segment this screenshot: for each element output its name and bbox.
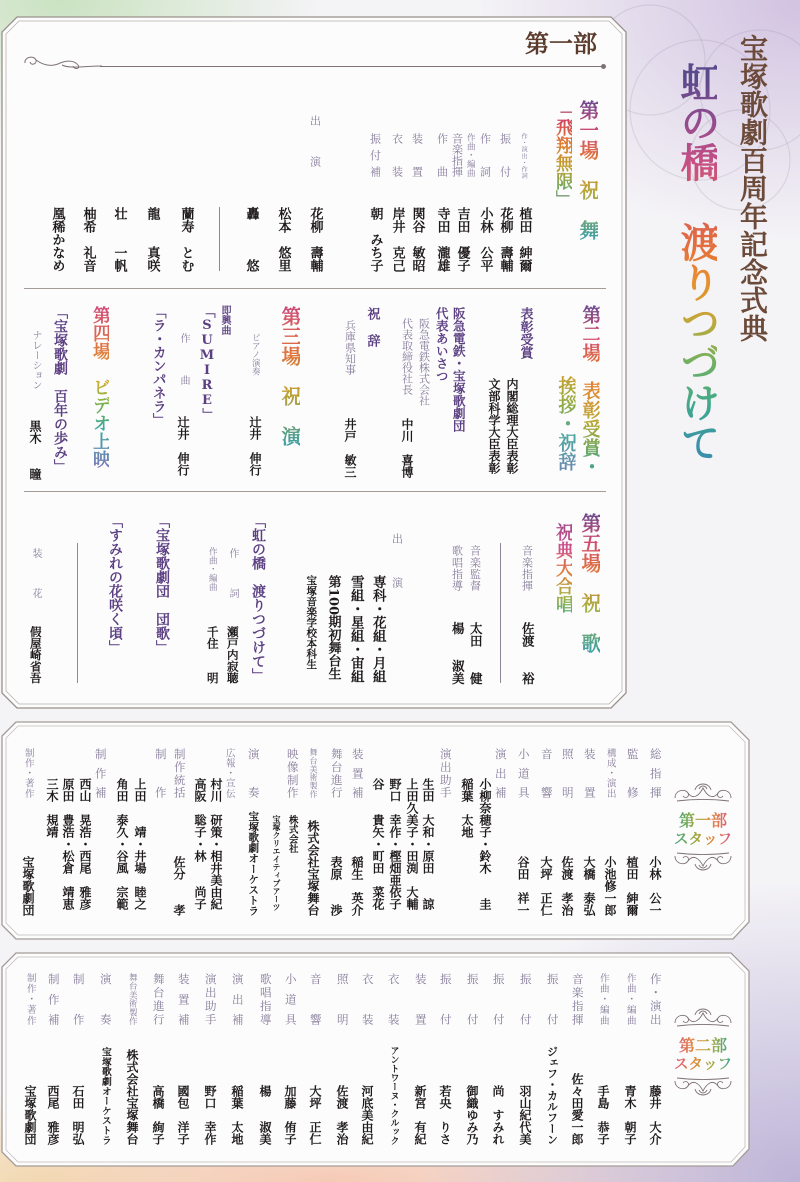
credit-role: 振付補 bbox=[368, 133, 382, 177]
staff-role: 演出助手 bbox=[203, 973, 218, 1025]
staff-name: 稲葉 太地 bbox=[460, 778, 474, 838]
staff-role: 映像制作 bbox=[285, 748, 300, 798]
piece1-prefix: 即興曲 bbox=[219, 305, 230, 335]
staff-role: 衣装 bbox=[386, 973, 401, 1025]
staff-name: 石田 明弘 bbox=[71, 1085, 85, 1145]
staff-role: 総指揮 bbox=[648, 748, 663, 798]
staff-role: 振付 bbox=[545, 973, 560, 1025]
scene2-heading-continued: 挨拶・祝辞 bbox=[555, 376, 578, 471]
part1-title: 第一部 bbox=[525, 29, 597, 58]
staff-name: 株式会社 bbox=[286, 815, 298, 853]
staff-role: 作曲・編曲 bbox=[624, 973, 636, 1025]
staff-name: 宝塚歌劇団 bbox=[23, 1085, 37, 1145]
flowers-role: 装花 bbox=[30, 548, 41, 598]
staff-role: 制作統括 bbox=[172, 748, 187, 798]
staff-role: 制作・著作 bbox=[22, 748, 34, 798]
staff-name: 大坪 正仁 bbox=[308, 1085, 322, 1145]
credit-role: 作詞 bbox=[478, 133, 492, 177]
staff-role: 舞台美術製作 bbox=[309, 748, 318, 798]
staff-name: 佐渡 孝治 bbox=[560, 856, 574, 916]
credit-name: 関谷 敏昭 bbox=[409, 207, 425, 272]
greeting-role: 阪急電鉄株式会社 bbox=[417, 318, 431, 406]
staff-role: 舞台美術製作 bbox=[127, 973, 138, 1025]
staff-name: 谷 貴矢・町田 菜花 bbox=[371, 778, 385, 910]
staff1-emblem-title: 第一部 bbox=[671, 811, 735, 831]
credit-role: 衣装 bbox=[390, 133, 404, 177]
cast-label: 出演 bbox=[390, 533, 404, 588]
flourish-ornament-icon bbox=[673, 1075, 733, 1099]
staff-role: 歌唱指導 bbox=[258, 973, 273, 1025]
award-line: 内閣総理大臣表彰 bbox=[505, 378, 519, 474]
row-divider bbox=[24, 288, 606, 289]
staff-role: 舞台進行 bbox=[151, 973, 166, 1025]
staff-name: 上田久美子・田渕 大輔 bbox=[405, 778, 419, 910]
staff2-emblem-subtitle: スタッフ bbox=[671, 1056, 735, 1074]
song-credit-name: 千住 明 bbox=[205, 626, 220, 684]
credit-name: 太田 健 bbox=[468, 622, 484, 685]
credit-role: 装置 bbox=[410, 133, 424, 177]
staff-role: 広報・宣伝 bbox=[223, 748, 235, 798]
staff1-emblem bbox=[671, 780, 735, 874]
staff-name: 加藤 侑子 bbox=[283, 1085, 297, 1145]
staff-role: 制作・著作 bbox=[24, 973, 36, 1025]
credit-role: 音楽指揮 bbox=[450, 133, 464, 177]
staff-name: 藤井 大介 bbox=[648, 1085, 662, 1145]
credit-name: 小林 公平 bbox=[477, 207, 493, 272]
staff-name: 羽山紀代美 bbox=[518, 1085, 532, 1145]
staff-role: 制作 bbox=[71, 973, 86, 1025]
staff-name: 野口 幸作・樫畑亜依子 bbox=[388, 778, 402, 910]
staff-role: 装置補 bbox=[350, 748, 365, 798]
song-credit-role: 作詞 bbox=[227, 548, 238, 598]
staff-name: 株式会社宝塚舞台 bbox=[125, 1049, 139, 1145]
staff-role: 振付 bbox=[438, 973, 453, 1025]
award-line: 文部科学大臣表彰 bbox=[487, 378, 501, 474]
staff-role: 小道具 bbox=[283, 973, 298, 1025]
credit-role: 音楽指揮 bbox=[520, 545, 534, 591]
staff-name: 三木 規靖 bbox=[45, 778, 59, 838]
staff-name: ジェフ・カルフーン bbox=[545, 1046, 559, 1145]
cast-group: 専科・花組・月組 bbox=[369, 575, 386, 683]
credit-name: 花柳 壽輔 bbox=[497, 207, 513, 272]
staff-name: 株式会社宝塚舞台 bbox=[306, 820, 320, 916]
cast-group: 雪組・星組・宙組 bbox=[347, 575, 364, 683]
staff-role: 演奏 bbox=[98, 973, 113, 1025]
staff-role: 演奏 bbox=[246, 748, 261, 798]
staff-name: 宝塚歌劇オーケストラ bbox=[247, 811, 260, 916]
staff-role: 振付 bbox=[465, 973, 480, 1025]
narrator-name: 黒木 瞳 bbox=[28, 420, 42, 480]
staff-role: 衣装 bbox=[360, 973, 375, 1025]
staff-name: 宝塚クリエイティブアーツ bbox=[272, 815, 282, 911]
staff-name: 小池修一郎 bbox=[603, 856, 617, 916]
performer-role: ピアノ演奏 bbox=[250, 333, 261, 376]
staff-role: 振付 bbox=[491, 973, 506, 1025]
cast-group: 宝塚音楽学校本科生 bbox=[305, 575, 318, 670]
staff-role: 監修 bbox=[625, 748, 640, 798]
staff-role: 演出補 bbox=[230, 973, 245, 1025]
staff-name: 新宮 有紀 bbox=[413, 1085, 427, 1145]
staff-name: 若央 りさ bbox=[438, 1085, 452, 1145]
staff-role: 作・演出 bbox=[648, 973, 663, 1025]
congrats-name: 井戸 敏三 bbox=[343, 418, 357, 478]
staff-name: 楊 淑美 bbox=[258, 1085, 272, 1145]
greeting-title-line2: 代表あいさつ bbox=[434, 307, 450, 382]
staff-name: 手島 恭子 bbox=[596, 1085, 610, 1145]
cast-group: 第100期初舞台生 bbox=[325, 575, 341, 681]
cast-name: 轟 悠 bbox=[243, 207, 259, 272]
narration-role: ナレーション bbox=[30, 330, 41, 390]
scene5-heading: 第五場 祝 歌 bbox=[578, 513, 602, 653]
staff-role: 舞台進行 bbox=[329, 748, 344, 798]
staff-name: 河底美由紀 bbox=[360, 1085, 374, 1145]
staff-role: 音響 bbox=[308, 973, 323, 1025]
flourish-ornament-icon bbox=[673, 780, 733, 804]
staff-name: 野口 幸作 bbox=[203, 1085, 217, 1145]
staff-name: 國包 洋子 bbox=[176, 1085, 190, 1145]
flourish-ornament-icon bbox=[673, 1005, 733, 1029]
cast-name: 龍 真咲 bbox=[144, 207, 160, 272]
credit-role: 歌唱指導 bbox=[450, 545, 464, 591]
staff-name: アントワーヌ・クルック bbox=[388, 1046, 399, 1145]
staff-role: 音響 bbox=[539, 748, 554, 798]
staff-role: 作曲・編曲 bbox=[597, 973, 609, 1025]
main-title: 虹の橋 渡りつづけて bbox=[674, 62, 721, 462]
cast-name: 壮 一帆 bbox=[111, 207, 127, 272]
piece1-role: 作曲 bbox=[178, 333, 189, 385]
flourish-ornament-icon bbox=[673, 850, 733, 874]
credit-role: 音楽監督 bbox=[468, 545, 482, 591]
song-title: 「宝塚歌劇団 団歌」 bbox=[154, 514, 170, 654]
staff-name: 佐分 孝 bbox=[172, 856, 186, 916]
greeting-name: 中川 喜博 bbox=[400, 418, 414, 478]
film-title: 「宝塚歌劇 百年の歩み」 bbox=[52, 305, 68, 473]
staff-role: 制作補 bbox=[93, 748, 108, 798]
staff-name: 植田 紳爾 bbox=[625, 856, 639, 916]
staff-name: 村川 研策・相井美由紀 bbox=[209, 778, 223, 910]
staff-name: 佐々田愛一郎 bbox=[570, 1073, 584, 1145]
piece2-title: 「ラ・カンパネラ」 bbox=[149, 305, 166, 427]
header-swirl-ornament bbox=[22, 54, 102, 72]
staff-role: 制作 bbox=[153, 748, 168, 798]
staff-role: 音楽指揮 bbox=[570, 973, 585, 1025]
piece1-composer: 辻井 伸行 bbox=[176, 416, 190, 476]
staff-role: 照明 bbox=[335, 973, 350, 1025]
cast-divider bbox=[219, 207, 220, 271]
cast-name: 蘭寿 とむ bbox=[178, 207, 194, 272]
credit-name: 植田 紳爾 bbox=[516, 207, 532, 272]
staff-role: 構成・演出 bbox=[604, 748, 616, 798]
credit-name: 楊 淑美 bbox=[450, 622, 466, 685]
staff-role: 制作補 bbox=[46, 973, 61, 1025]
staff-name: 西山 晃浩・西尾 雅彦 bbox=[78, 778, 92, 910]
row-divider bbox=[24, 491, 606, 492]
event-title: 宝塚歌劇百周年記念式典 bbox=[736, 34, 769, 342]
songs-divider bbox=[77, 543, 78, 683]
staff-role: 小道具 bbox=[516, 748, 531, 798]
greeting-title: 阪急電鉄・宝塚歌劇団 bbox=[451, 307, 467, 432]
staff-name: 角田 泰久・谷風 宗範 bbox=[115, 778, 129, 910]
header-underline bbox=[100, 66, 604, 67]
song-title: 「すみれの花咲く頃」 bbox=[107, 514, 123, 654]
staff1-emblem-subtitle: スタッフ bbox=[671, 831, 735, 849]
staff-name: 西尾 雅彦 bbox=[46, 1085, 60, 1145]
staff2-emblem bbox=[671, 1005, 735, 1099]
staff-role: 装置 bbox=[582, 748, 597, 798]
credit-name: 寺田 瀧雄 bbox=[434, 207, 450, 272]
scene1-song-title: 「飛翔無限」 bbox=[553, 100, 574, 208]
flowers-name: 假屋崎省吾 bbox=[28, 626, 43, 684]
award-title: 表彰受賞 bbox=[517, 307, 533, 359]
staff-name: 小林 公一 bbox=[648, 856, 662, 916]
credit-role: 作・演出・作詞 bbox=[520, 133, 528, 179]
cast-label: 出演 bbox=[308, 115, 322, 167]
credits-divider bbox=[500, 543, 501, 683]
staff-role: 演出助手 bbox=[438, 748, 453, 798]
song-credit-name: 瀬戸内寂聴 bbox=[225, 626, 240, 684]
staff-role: 振付 bbox=[518, 973, 533, 1025]
cast-name: 柚希 礼音 bbox=[80, 207, 96, 272]
cast-name: 松本 悠里 bbox=[275, 207, 291, 272]
staff-name: 大橋 泰弘 bbox=[582, 856, 596, 916]
staff-name: 上田 靖・井場 睦之 bbox=[133, 778, 147, 910]
cast-name: 花柳 壽輔 bbox=[307, 207, 323, 272]
staff-role: 照明 bbox=[560, 748, 575, 798]
staff-name: 生田 大和・原田 諒 bbox=[421, 778, 435, 910]
staff2-emblem-title: 第二部 bbox=[671, 1036, 735, 1056]
staff-role: 装置補 bbox=[176, 973, 191, 1025]
staff-name: 御織ゆみ乃 bbox=[465, 1085, 479, 1145]
staff-name: 谷田 祥一 bbox=[516, 856, 530, 916]
staff-role: 演出補 bbox=[493, 748, 508, 798]
staff-name: 尚 すみれ bbox=[491, 1085, 505, 1145]
credit-name: 佐渡 裕 bbox=[520, 622, 536, 685]
credit-role: 作曲・編曲 bbox=[465, 133, 476, 177]
staff-name: 宝塚歌劇団 bbox=[21, 856, 35, 916]
staff-name: 原田 豊浩・松倉 靖恵 bbox=[61, 778, 75, 910]
staff-name: 青木 朝子 bbox=[623, 1085, 637, 1145]
credit-role: 振付 bbox=[498, 133, 512, 177]
staff-name: 佐渡 孝治 bbox=[335, 1085, 349, 1145]
congrats-title: 祝辞 bbox=[364, 307, 380, 347]
song-title: 「虹の橋 渡りつづけて」 bbox=[250, 514, 266, 682]
staff-name: 高橋 絢子 bbox=[151, 1085, 165, 1145]
song-credit-role: 作曲・編曲 bbox=[207, 547, 218, 591]
header-line-dot bbox=[601, 64, 606, 69]
scene4-heading: 第四場 ビデオ上映 bbox=[90, 306, 111, 468]
credit-name: 朝 みち子 bbox=[367, 207, 383, 272]
staff-role: 装置 bbox=[413, 973, 428, 1025]
performer-name: 辻井 伸行 bbox=[248, 416, 262, 476]
staff-name: 高阪 聡子・林 尚子 bbox=[193, 778, 207, 910]
scene1-heading: 第一場 祝 舞 bbox=[576, 100, 600, 240]
staff-name: 表原 渉 bbox=[329, 856, 343, 916]
scene3-heading: 第三場 祝 演 bbox=[278, 306, 302, 446]
staff-name: 宝塚歌劇オーケストラ bbox=[99, 1047, 111, 1145]
staff-name: 稲葉 太地 bbox=[230, 1085, 244, 1145]
scene5-subheading: 祝典大合唱 bbox=[553, 523, 574, 613]
scene2-heading: 第二場 表彰受賞・ bbox=[579, 305, 602, 476]
credit-name: 吉田 優子 bbox=[454, 207, 470, 272]
credit-role: 作曲 bbox=[435, 133, 449, 177]
congrats-role: 兵庫県知事 bbox=[343, 320, 357, 375]
staff-name: 稲生 英介 bbox=[350, 856, 364, 916]
staff-name: 大坪 正仁 bbox=[539, 856, 553, 916]
credit-name: 岸井 克己 bbox=[389, 207, 405, 272]
greeting-role2: 代表取締役社長 bbox=[400, 318, 414, 395]
piece1-title: 「SUMIRE」 bbox=[199, 305, 215, 421]
cast-name: 凰稀かなめ bbox=[49, 207, 65, 272]
staff-name: 小柳奈穂子・鈴木 圭 bbox=[478, 778, 492, 910]
